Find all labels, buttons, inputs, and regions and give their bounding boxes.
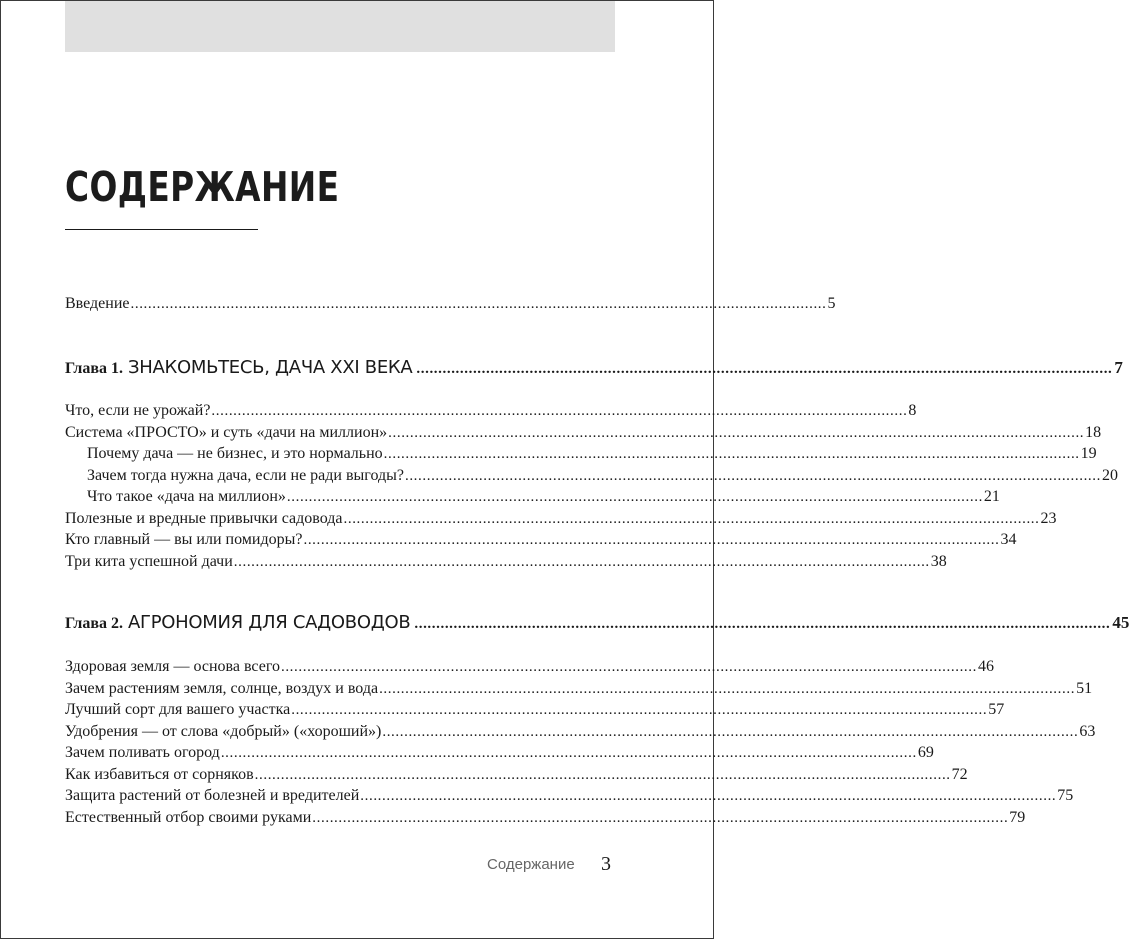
toc-entry (65, 400, 917, 422)
toc-entry (65, 508, 1057, 530)
toc-entry-page: 57 (988, 701, 1005, 718)
toc-entry (65, 742, 934, 764)
toc-entry-page: 63 (1079, 722, 1096, 740)
toc-entry (65, 721, 1096, 743)
toc-entry-intro (65, 293, 836, 315)
toc-entry-page: 19 (1080, 445, 1097, 462)
toc-entry-label: Что такое «дача на миллион» (87, 488, 286, 505)
toc-entry (65, 807, 1026, 829)
chapter-row (65, 356, 1123, 380)
toc-entry (65, 551, 947, 573)
footer-section-label: Содержание (487, 856, 575, 873)
toc-entry-label: Введение (65, 295, 130, 312)
toc-leader-dots: ................................................................................................................................................................ (233, 553, 930, 570)
toc-leader-dots: ................................................................................................................................................................ (416, 361, 1113, 377)
toc-entry-page: 5 (827, 295, 836, 312)
toc-entry-label: Система «ПРОСТО» и суть «дачи на миллион» (65, 423, 388, 441)
header-bar (65, 1, 615, 52)
toc-entry (65, 764, 968, 786)
toc-leader-dots: ................................................................................................................................................................ (280, 659, 977, 675)
toc-entry-page: 38 (930, 552, 947, 570)
toc-entry-label: Защита растений от болезней и вредителей (65, 787, 360, 804)
toc-entry-label: Три кита успешной дачи (65, 552, 233, 570)
toc-leader-dots: ................................................................................................................................................................ (379, 680, 1076, 697)
toc-entry-label: Почему дача — не бизнес, и это нормально (87, 445, 383, 462)
toc-leader-dots: ................................................................................................................................................................ (220, 745, 917, 761)
toc-entry-label: Удобрения — от слова «добрый» («хороший») (65, 722, 382, 740)
toc-entry-label: Зачем растениям земля, солнце, воздух и вода (65, 679, 379, 697)
toc-entry (65, 678, 1093, 700)
toc-entry (65, 486, 1000, 508)
toc-entry-label: Что, если не урожай? (65, 402, 211, 419)
toc-leader-dots: ................................................................................................................................................................ (286, 489, 983, 505)
chapter-row (65, 611, 1129, 635)
toc-leader-dots: ................................................................................................................................................................ (254, 766, 951, 783)
toc-entry-page: 75 (1057, 787, 1074, 804)
chapter-number: Глава 2. (65, 615, 123, 632)
chapter-page: 7 (1114, 358, 1123, 377)
chapter-1-heading (65, 356, 1123, 380)
toc-entry-page: 34 (1000, 531, 1017, 548)
chapter-number: Глава 1. (65, 360, 123, 377)
toc-leader-dots: ................................................................................................................................................................ (312, 809, 1009, 826)
toc-entry-label: Полезные и вредные привычки садовода (65, 509, 343, 527)
toc-entry-label: Зачем тогда нужна дача, если не ради выгоды? (87, 466, 404, 484)
toc-entry-page: 46 (977, 658, 994, 675)
toc-leader-dots: ................................................................................................................................................................ (291, 702, 988, 718)
toc-entry-page: 79 (1009, 808, 1026, 826)
toc-entry (65, 529, 1017, 551)
page-title: СОДЕРЖАНИЕ (65, 163, 340, 211)
toc-entry (65, 422, 1102, 444)
toc-entry-page: 23 (1040, 509, 1057, 527)
chapter-name: АГРОНОМИЯ ДЛЯ САДОВОДОВ (128, 612, 411, 633)
toc-entry (65, 785, 1074, 807)
toc-entry-page: 72 (951, 765, 968, 783)
toc-entry-label: Как избавиться от сорняков (65, 765, 254, 783)
toc-entry-label: Здоровая земля — основа всего (65, 658, 280, 675)
toc-entry (65, 699, 1005, 721)
chapter-2-entries (65, 656, 1096, 828)
toc-entry (65, 443, 1097, 465)
toc-entry-label: Лучший сорт для вашего участка (65, 701, 291, 718)
toc-leader-dots: ................................................................................................................................................................ (360, 788, 1057, 804)
toc-leader-dots: ................................................................................................................................................................ (130, 296, 827, 312)
footer-page-number: 3 (601, 853, 611, 875)
toc-entry-page: 18 (1085, 423, 1102, 441)
toc-entry (65, 465, 1118, 487)
chapter-page: 45 (1112, 613, 1129, 632)
toc-leader-dots: ................................................................................................................................................................ (414, 616, 1111, 632)
toc-entry-label: Кто главный — вы или помидоры? (65, 531, 303, 548)
toc-leader-dots: ................................................................................................................................................................ (404, 467, 1101, 484)
toc-leader-dots: ................................................................................................................................................................ (382, 723, 1079, 740)
toc-entry-page: 51 (1076, 679, 1093, 697)
toc-intro (65, 293, 836, 315)
toc-entry-page: 69 (917, 744, 934, 761)
toc-leader-dots: ................................................................................................................................................................ (383, 446, 1080, 462)
toc-entry (65, 656, 994, 678)
toc-leader-dots: ................................................................................................................................................................ (388, 424, 1085, 441)
toc-entry-label: Естественный отбор своими руками (65, 808, 312, 826)
title-underline (65, 229, 258, 230)
toc-entry-page: 8 (908, 402, 917, 419)
toc-entry-label: Зачем поливать огород (65, 744, 220, 761)
chapter-1-entries (65, 400, 1118, 572)
toc-leader-dots: ................................................................................................................................................................ (303, 532, 1000, 548)
toc-entry-page: 21 (983, 488, 1000, 505)
chapter-2-heading (65, 611, 1129, 635)
toc-entry-page: 20 (1101, 466, 1118, 484)
toc-leader-dots: ................................................................................................................................................................ (343, 510, 1040, 527)
toc-leader-dots: ................................................................................................................................................................ (211, 403, 908, 419)
chapter-name: ЗНАКОМЬТЕСЬ, ДАЧА XXI ВЕКА (128, 357, 413, 378)
